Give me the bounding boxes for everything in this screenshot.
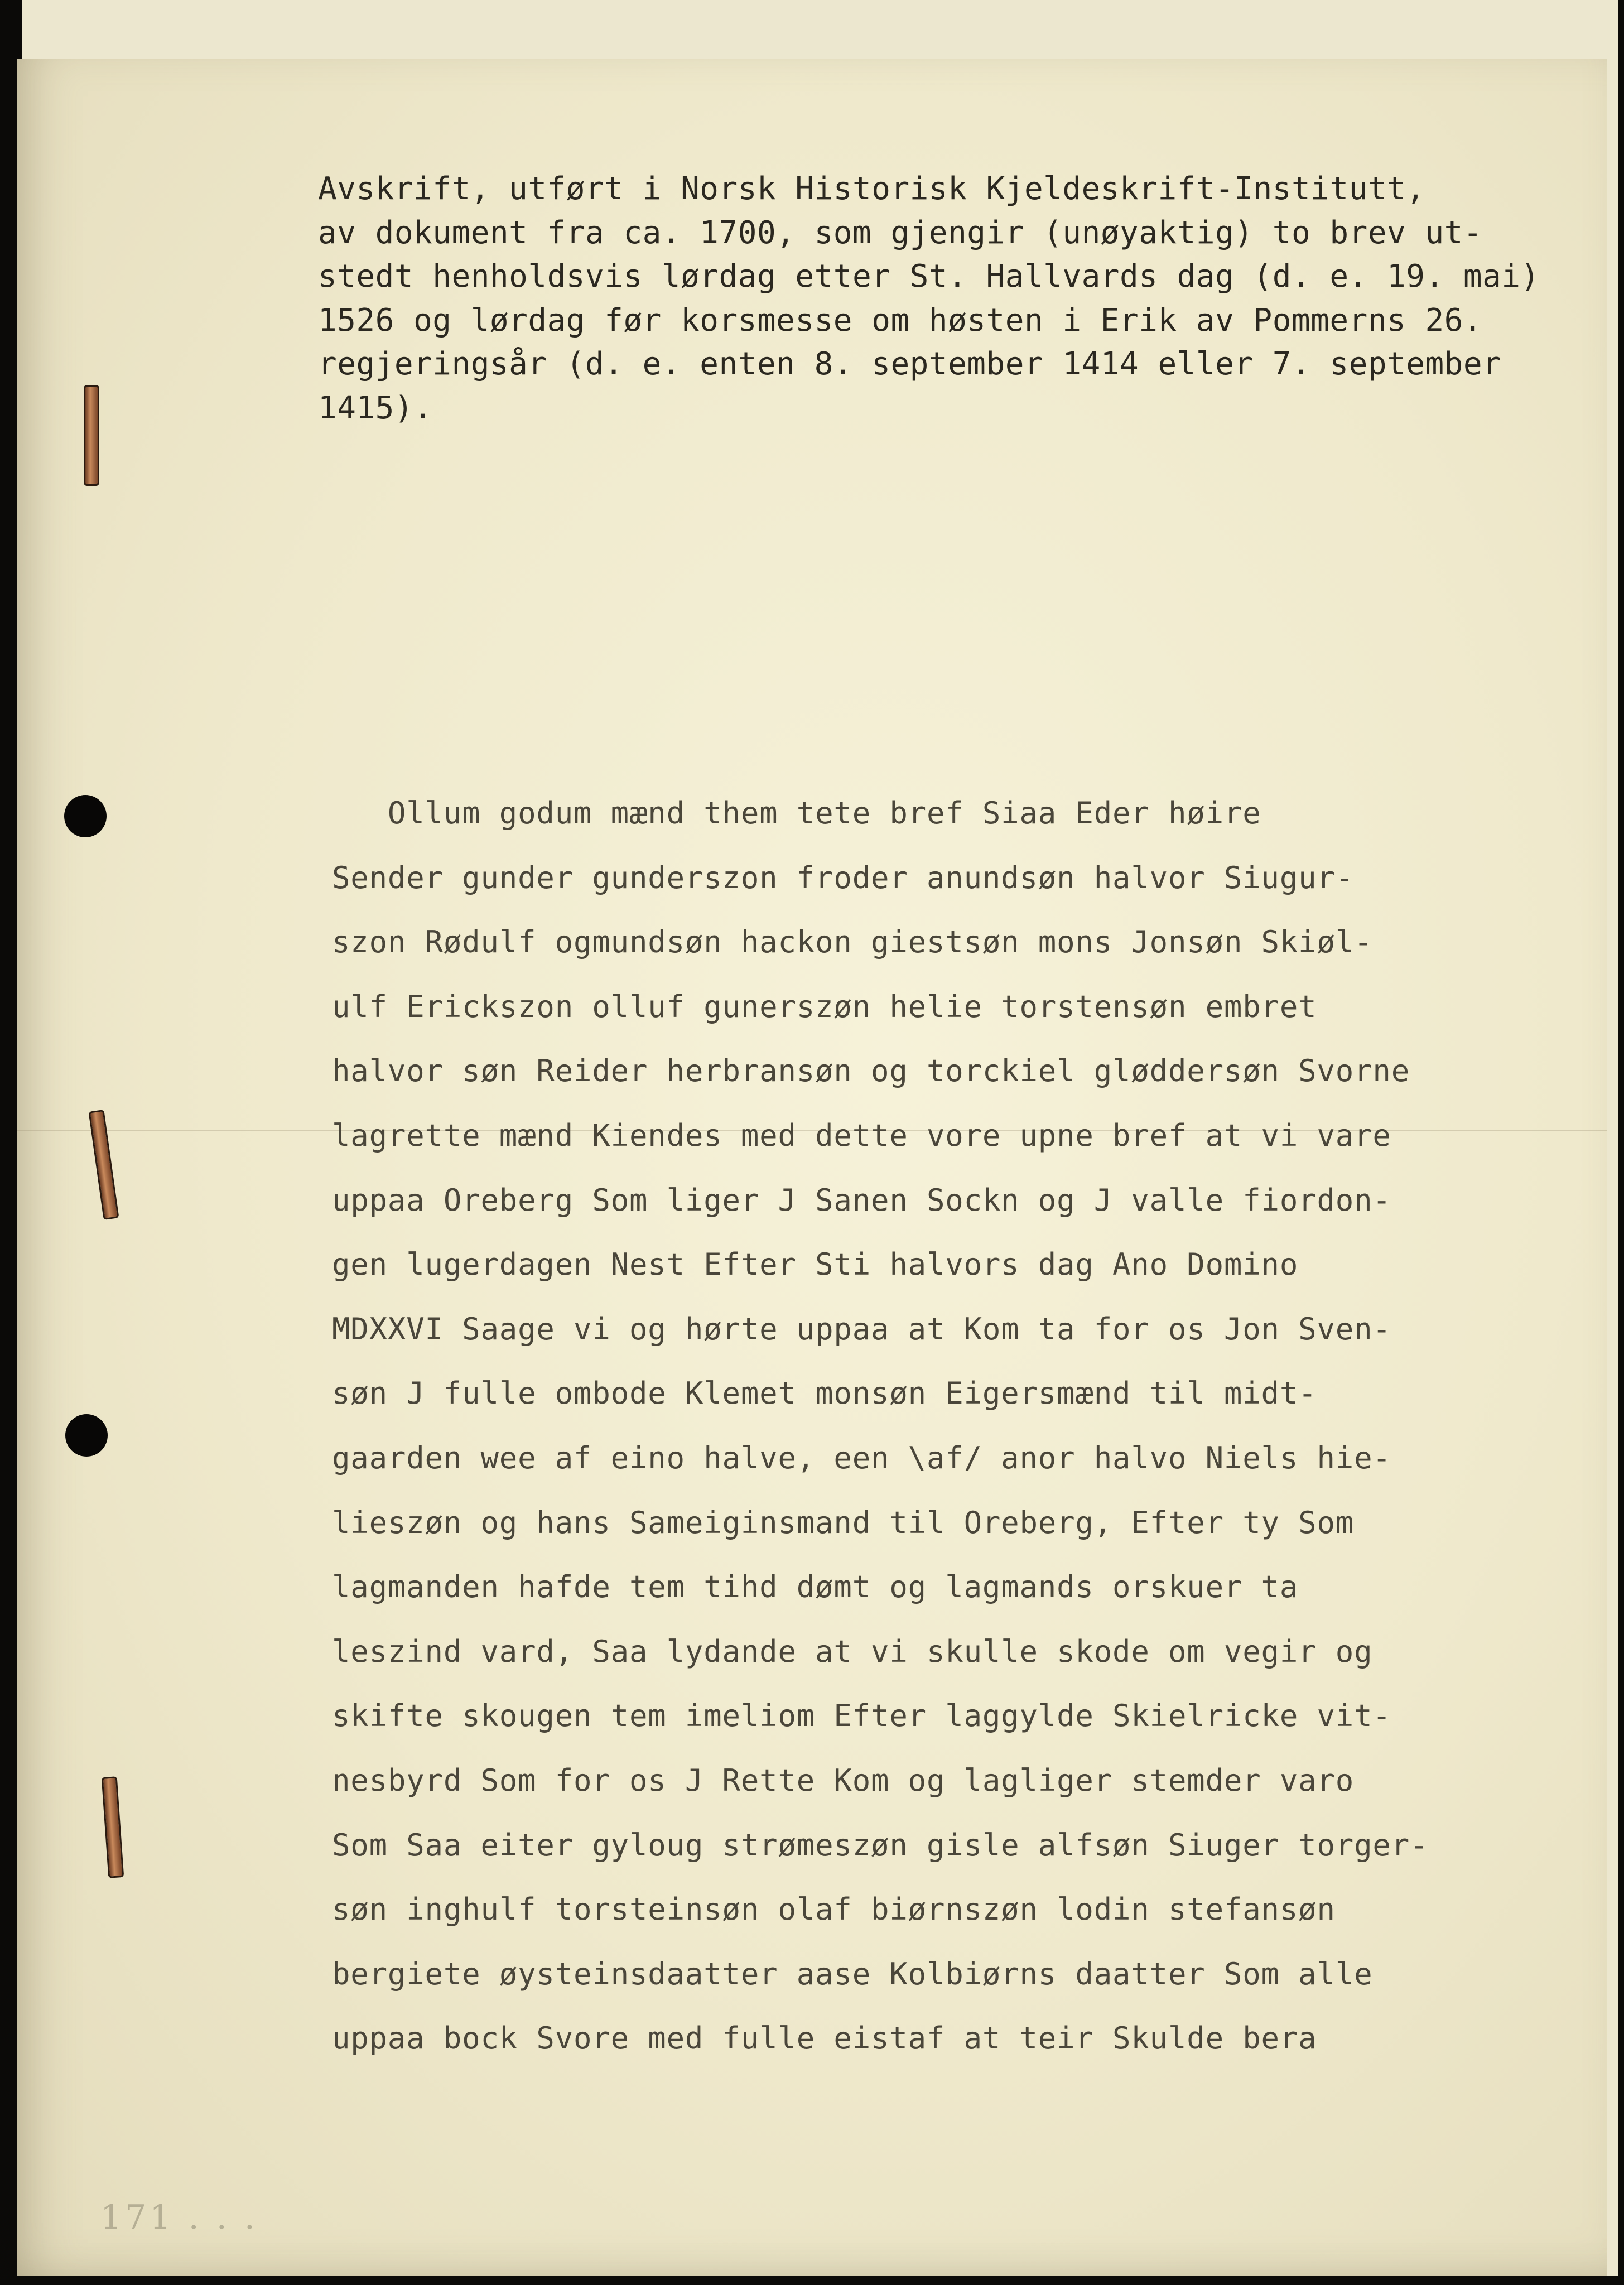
- header-line: 1526 og lørdag før korsmesse om høsten i Erik av Pommerns 26.: [318, 302, 1483, 339]
- header-line: Avskrift, utført i Norsk Historisk Kjeldeskrift-Institutt,: [318, 171, 1425, 207]
- pencil-mark: 171 . . .: [100, 2198, 258, 2237]
- body-line: uppaa Oreberg Som liger J Sanen Sockn og J valle fiordon-: [332, 1182, 1391, 1218]
- punch-hole-bottom: [65, 1414, 108, 1457]
- body-line: bergiete øysteinsdaatter aase Kolbiørns daatter Som alle: [332, 1956, 1373, 1992]
- body-line: skifte skougen tem imeliom Efter laggylde Skielricke vit-: [332, 1698, 1391, 1734]
- body-line: Som Saa eiter gyloug strømeszøn gisle alfsøn Siuger torger-: [332, 1827, 1429, 1863]
- body-line: lagmanden hafde tem tihd dømt og lagmands orskuer ta: [332, 1569, 1299, 1605]
- punch-hole-top: [64, 795, 107, 837]
- body-line: nesbyrd Som for os J Rette Kom og lagliger stemder varo: [332, 1762, 1355, 1798]
- document-body: [332, 781, 1587, 2071]
- body-line: lagrette mænd Kiendes med dette vore upne bref at vi vare: [332, 1117, 1391, 1153]
- body-line: gen lugerdagen Nest Efter Sti halvors dag Ano Domino: [332, 1247, 1299, 1283]
- body-line: Ollum godum mænd them tete bref Siaa Eder høire: [332, 796, 1261, 831]
- body-line: MDXXVI Saage vi og hørte uppaa at Kom ta for os Jon Sven-: [332, 1311, 1391, 1347]
- header-line: 1415).: [318, 389, 433, 426]
- body-line: uppaa bock Svore med fulle eistaf at teir Skulde bera: [332, 2021, 1317, 2056]
- header-line: stedt henholdsvis lørdag etter St. Hallvards dag (d. e. 19. mai): [318, 258, 1540, 295]
- body-line: ulf Erickszon olluf gunerszøn helie torstensøn embret: [332, 989, 1317, 1024]
- header-line: av dokument fra ca. 1700, som gjengir (unøyaktig) to brev ut-: [318, 214, 1483, 251]
- header-line: regjeringsår (d. e. enten 8. september 1414 eller 7. september: [318, 346, 1502, 382]
- body-line: szon Rødulf ogmundsøn hackon giestsøn mons Jonsøn Skiøl-: [332, 924, 1373, 960]
- body-line: halvor søn Reider herbransøn og torckiel gløddersøn Svorne: [332, 1053, 1410, 1089]
- body-line: gaarden wee af eino halve, een \af/ anor halvo Niels hie-: [332, 1440, 1391, 1476]
- body-line: søn inghulf torsteinsøn olaf biørnszøn lodin stefansøn: [332, 1892, 1336, 1927]
- body-line: leszind vard, Saa lydande at vi skulle skode om vegir og: [332, 1633, 1373, 1669]
- body-line: Sender gunder gunderszon froder anundsøn halvor Siugur-: [332, 860, 1355, 895]
- staple-top: [84, 385, 99, 486]
- transcription-header: [318, 167, 1590, 430]
- body-line: lieszøn og hans Sameiginsmand til Oreberg, Efter ty Som: [332, 1505, 1355, 1540]
- body-line: søn J fulle ombode Klemet monsøn Eigersmænd til midt-: [332, 1376, 1317, 1411]
